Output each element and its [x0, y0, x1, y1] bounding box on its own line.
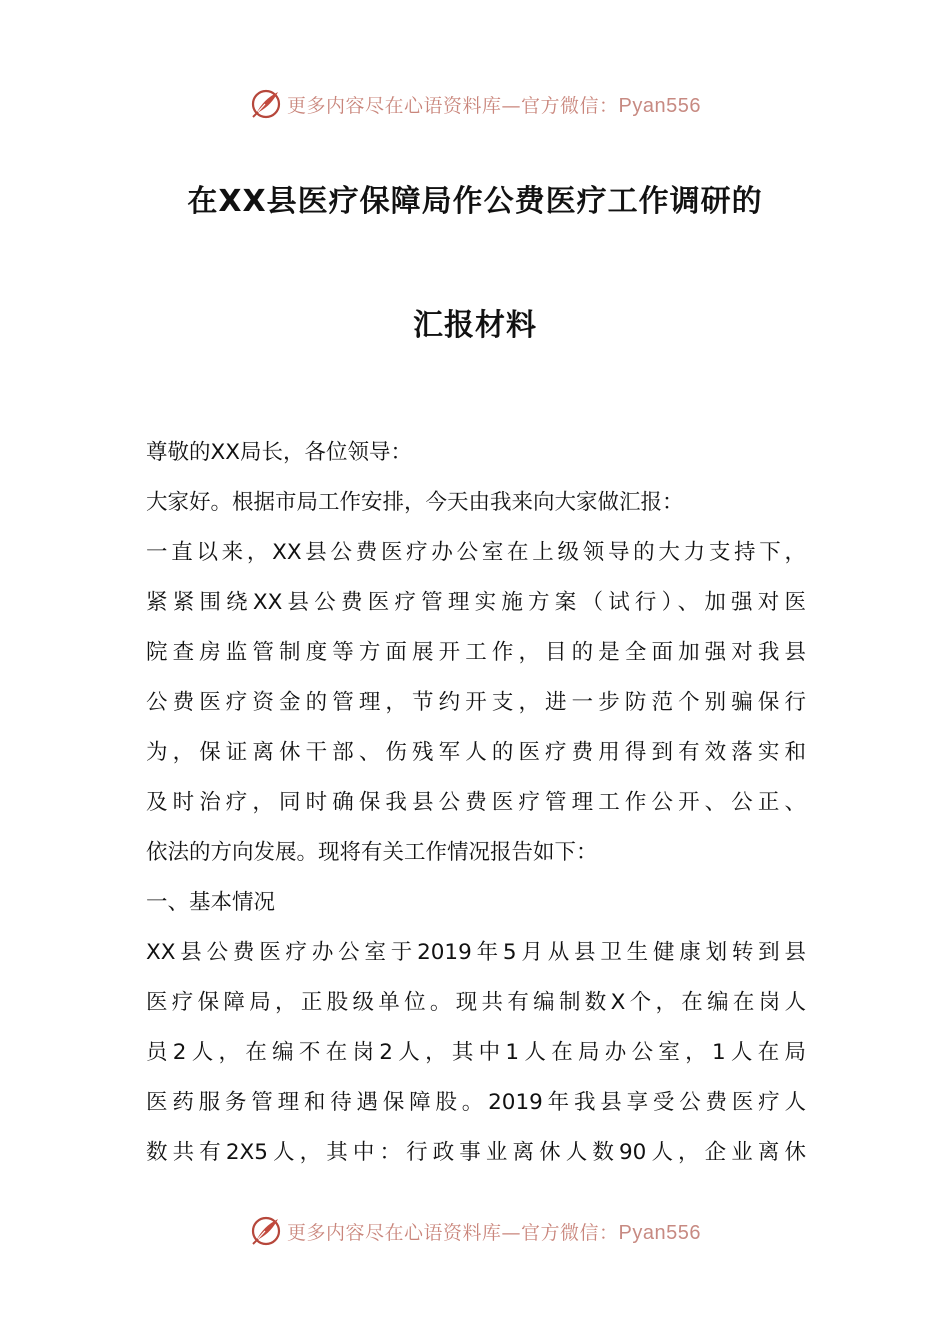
body-line: 公费医疗资金的管理，节约开支，进一步防范个别骗保行 — [146, 690, 806, 715]
document-title-line-1: 在XX县医疗保障局作公费医疗工作调研的 — [187, 184, 763, 219]
body-line: 紧紧围绕XX县公费医疗管理实施方案（试行）、加强对医 — [146, 590, 806, 615]
body-line: XX县公费医疗办公室于2019年5月从县卫生健康划转到县 — [146, 940, 806, 965]
body-line: 员2人，在编不在岗2人，其中1人在局办公室，1人在局 — [146, 1040, 806, 1065]
watermark-separator: — — [501, 94, 522, 117]
watermark-brand: 更多内容尽在心语资料库 — [287, 94, 502, 117]
body-line: 一直以来，XX县公费医疗办公室在上级领导的大力支持下， — [146, 540, 806, 565]
watermark-brand: 更多内容尽在心语资料库 — [287, 1221, 502, 1244]
feather-pen-logo-icon — [249, 87, 283, 121]
body-line-salutation: 尊敬的XX局长，各位领导： — [146, 440, 412, 465]
watermark-banner-top — [0, 84, 950, 124]
body-line-greeting: 大家好。根据市局工作安排，今天由我来向大家做汇报： — [146, 490, 684, 515]
feather-pen-logo-icon — [249, 1214, 283, 1248]
document-body — [146, 428, 806, 1178]
body-line: 为，保证离休干部、伤残军人的医疗费用得到有效落实和 — [146, 740, 806, 765]
watermark-contact-label: 官方微信： — [521, 94, 619, 117]
body-line: 及时治疗，同时确保我县公费医疗管理工作公开、公正、 — [146, 790, 806, 815]
document-title-line-2: 汇报材料 — [413, 308, 537, 343]
body-line: 医疗保障局，正股级单位。现共有编制数X个，在编在岗人 — [146, 990, 806, 1015]
body-line: 依法的方向发展。现将有关工作情况报告如下： — [146, 840, 598, 865]
body-line: 院查房监管制度等方面展开工作，目的是全面加强对我县 — [146, 640, 806, 665]
body-line: 数共有2X5人，其中：行政事业离休人数90人，企业离休 — [146, 1140, 806, 1165]
watermark-separator: — — [501, 1221, 522, 1244]
watermark-contact-label: 官方微信： — [521, 1221, 619, 1244]
body-line: 医药服务管理和待遇保障股。2019年我县享受公费医疗人 — [146, 1090, 806, 1115]
watermark-handle: Pyan556 — [618, 1221, 701, 1244]
watermark-banner-bottom — [0, 1211, 950, 1251]
section-heading-basic-situation: 一、基本情况 — [146, 890, 276, 915]
watermark-handle: Pyan556 — [618, 94, 701, 117]
